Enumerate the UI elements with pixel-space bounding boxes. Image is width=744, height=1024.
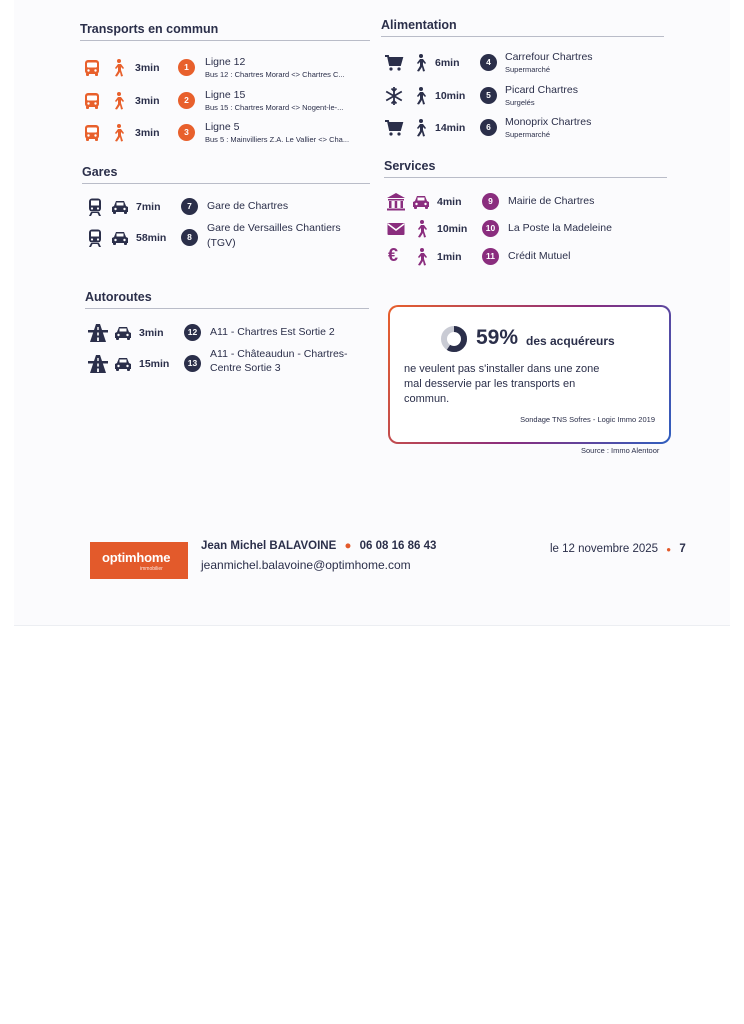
place-detail: Supermarché (505, 65, 551, 74)
section-title-services: Services (384, 159, 436, 173)
date-line (550, 543, 686, 555)
travel-time: 10min (437, 223, 468, 235)
place-name: Ligne 5 (205, 121, 240, 133)
walk-icon (411, 219, 431, 239)
place-detail: Bus 15 : Chartres Morard <> Nogent-le-... (205, 103, 344, 112)
car-icon (113, 323, 133, 343)
optimhome-logo (90, 542, 188, 579)
marker-number: 10 (482, 220, 499, 237)
travel-time: 3min (135, 127, 160, 139)
travel-time: 4min (437, 196, 462, 208)
travel-time: 3min (135, 62, 160, 74)
car-icon (113, 354, 133, 374)
marker-number: 12 (184, 324, 201, 341)
document-sheet (14, 0, 730, 626)
snowflake-icon (384, 86, 404, 106)
town-hall-icon (386, 192, 406, 212)
marker-number: 13 (184, 355, 201, 372)
divider (381, 36, 664, 37)
place-name: Carrefour Chartres (505, 51, 593, 63)
mail-icon (386, 219, 406, 239)
donut-icon (440, 325, 468, 353)
walk-icon (410, 86, 430, 106)
agent-first-name: Jean Michel (201, 540, 267, 552)
car-icon (110, 228, 130, 248)
place-name: A11 - Chartres Est Sortie 2 (210, 326, 335, 338)
walk-icon (108, 123, 128, 143)
stat-percent: 59% (476, 326, 519, 349)
place-name: Gare de Chartres (207, 200, 289, 212)
stat-body-line: mal desservie par les transports en (404, 378, 576, 390)
section-title-transports: Transports en commun (80, 22, 219, 36)
place-detail: Surgelés (505, 98, 535, 107)
travel-time: 10min (435, 90, 466, 102)
walk-icon (410, 118, 430, 138)
agent-phone[interactable]: 06 08 16 86 43 (359, 540, 437, 552)
travel-time: 15min (139, 358, 170, 370)
walk-icon (108, 58, 128, 78)
separator-dot: ● (344, 540, 352, 552)
travel-time: 14min (435, 122, 466, 134)
travel-time: 6min (435, 57, 460, 69)
stat-callout (388, 305, 671, 444)
divider (82, 183, 370, 184)
place-name-line2: Centre Sortie 3 (210, 362, 281, 374)
cart-icon (384, 53, 404, 73)
place-detail: Supermarché (505, 130, 551, 139)
document-date: le 12 novembre 2025 (550, 543, 659, 555)
marker-number: 4 (480, 54, 497, 71)
place-detail: Bus 12 : Chartres Morard <> Chartres C... (205, 70, 345, 79)
highway-icon (88, 354, 108, 374)
stat-body-line: commun. (404, 393, 450, 405)
agent-last-name: BALAVOINE (269, 540, 337, 552)
marker-number: 11 (482, 248, 499, 265)
stat-body-line: ne veulent pas s'installer dans une zone (404, 363, 600, 375)
stat-body (404, 362, 599, 407)
travel-time: 3min (139, 327, 164, 339)
logo-text: optimhome (102, 550, 171, 565)
logo-tagline: immobilier (140, 566, 163, 572)
separator-dot: ● (666, 545, 672, 554)
section-title-alimentation: Alimentation (381, 18, 457, 32)
divider (80, 40, 370, 41)
marker-number: 2 (178, 92, 195, 109)
place-name: Crédit Mutuel (508, 250, 571, 262)
page-source: Source : Immo Alentoor (581, 446, 660, 455)
section-title-autoroutes: Autoroutes (85, 290, 152, 304)
euro-icon: € (388, 245, 399, 265)
highway-icon (88, 323, 108, 343)
travel-time: 3min (135, 95, 160, 107)
marker-number: 5 (480, 87, 497, 104)
marker-number: 1 (178, 59, 195, 76)
car-icon (411, 192, 431, 212)
place-name: Gare de Versailles Chantiers (207, 222, 341, 234)
walk-icon (411, 247, 431, 267)
divider (85, 308, 369, 309)
place-name: Ligne 15 (205, 89, 246, 101)
place-name: Ligne 12 (205, 56, 246, 68)
marker-number: 8 (181, 229, 198, 246)
place-name: Mairie de Chartres (508, 195, 595, 207)
divider (384, 177, 667, 178)
agent-email[interactable]: jeanmichel.balavoine@optimhome.com (201, 558, 411, 572)
bus-icon (82, 91, 102, 111)
walk-icon (108, 91, 128, 111)
train-icon (85, 197, 105, 217)
travel-time: 1min (437, 251, 462, 263)
marker-number: 6 (480, 119, 497, 136)
travel-time: 58min (136, 232, 167, 244)
marker-number: 3 (178, 124, 195, 141)
place-detail: Bus 5 : Mainvilliers Z.A. Le Vallier <> Cha... (205, 135, 350, 144)
bus-icon (82, 58, 102, 78)
marker-number: 9 (482, 193, 499, 210)
place-name: Picard Chartres (505, 84, 578, 96)
stat-source: Sondage TNS Sofres - Logic Immo 2019 (520, 415, 655, 424)
marker-number: 7 (181, 198, 198, 215)
cart-icon (384, 118, 404, 138)
page-number: 7 (679, 543, 686, 555)
car-icon (110, 197, 130, 217)
stat-headline: des acquéreurs (526, 334, 615, 348)
travel-time: 7min (136, 201, 161, 213)
walk-icon (410, 53, 430, 73)
agent-line (201, 540, 436, 552)
train-icon (85, 228, 105, 248)
bus-icon (82, 123, 102, 143)
section-title-gares: Gares (82, 165, 118, 179)
place-name: A11 - Châteaudun - Chartres- (210, 348, 348, 360)
place-name: Monoprix Chartres (505, 116, 592, 128)
place-name: La Poste la Madeleine (508, 222, 612, 234)
place-name-line2: (TGV) (207, 237, 236, 249)
